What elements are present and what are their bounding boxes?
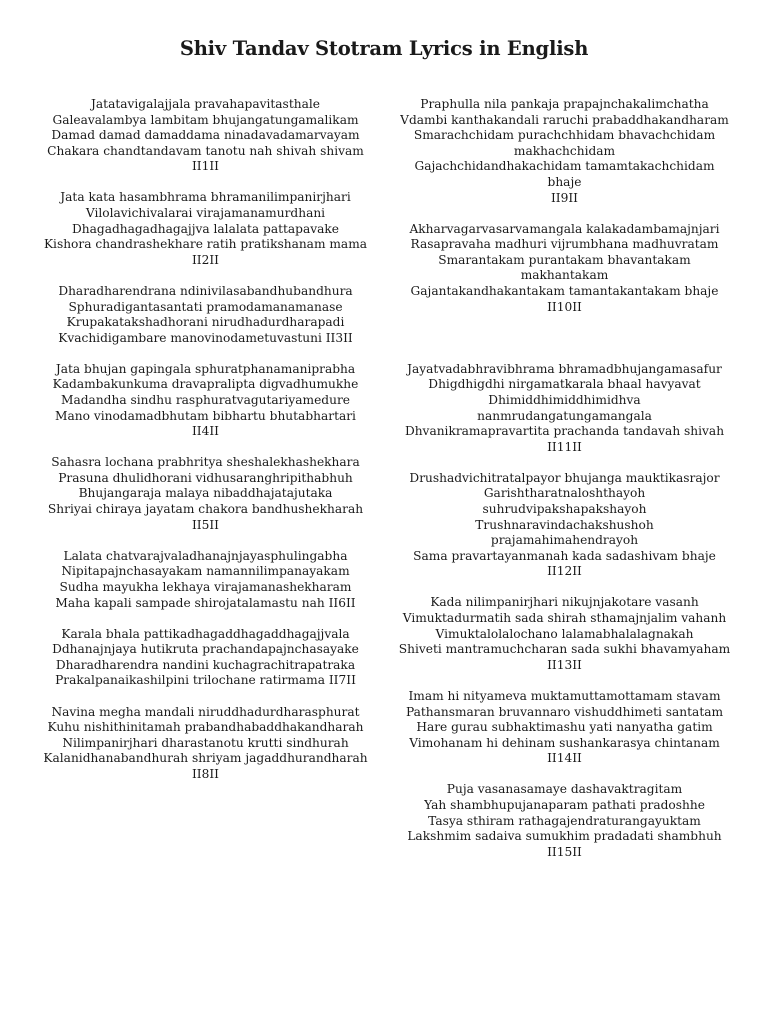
page-title: Shiv Tandav Stotram Lyrics in English [179, 37, 589, 60]
verse-line: Sudha mayukha lekhaya virajamanashekharam [59, 579, 352, 594]
verse-line: Vimohanam hi dehinam sushankarasya chintanam [409, 735, 720, 750]
verse-line: Imam hi nityameva muktamuttamottamam stavam [408, 688, 721, 703]
verse-line: Dhimiddhimiddhimidhva [488, 392, 641, 407]
verse-line: Dharadharendra nandini kuchagrachitrapatraka [55, 657, 356, 672]
verse-line: Akharvagarvasarvamangala kalakadambamajnjari [409, 221, 720, 236]
verse-line: Yah shambhupujanaparam pathati pradoshhe [424, 797, 705, 812]
verse-line: Dhagadhagadhagajjva lalalata pattapavake [72, 221, 339, 236]
verse-line: Prasuna dhulidhorani vidhusaranghripithabhuh [58, 470, 353, 485]
verse [398, 689, 731, 767]
verse-line: Nilimpanirjhari dharastanotu krutti sindhurah [62, 735, 349, 750]
verse-line: bhaje [547, 174, 582, 189]
verse-line: II2II [191, 252, 219, 267]
verse-line: suhrudvipakshapakshayoh [482, 501, 647, 516]
verse-line: Krupakatakshadhorani nirudhadurdharapadi [66, 315, 345, 330]
verse-line: II5II [191, 517, 219, 532]
verse-line: II12II [547, 564, 582, 579]
verse-line: Kvachidigambare manovinodametuvastuni II3II [58, 330, 353, 345]
verse-line: Rasapravaha madhuri vijrumbhana madhuvratam [410, 237, 719, 252]
verse-line: II4II [191, 424, 219, 439]
verse-line: Karala bhala pattikadhagaddhagaddhagajjvala [61, 626, 350, 641]
verse-line: Shriyai chiraya jayatam chakora bandhushekharah [47, 502, 364, 517]
verse-line: Dhigdhigdhi nirgamatkarala bhaal havyavat [428, 377, 701, 392]
verse-line: II15II [547, 844, 582, 859]
verse [22, 97, 389, 175]
verse-line: Garishtharatnaloshthayoh [483, 486, 646, 501]
verse [398, 595, 731, 673]
verse-line: II9II [550, 190, 578, 205]
verse-line: Dharadharendrana ndinivilasabandhubandhura [58, 283, 353, 298]
verse-line: makhachchidam [513, 143, 616, 158]
verse-line: Sphuradigantasantati pramodamanamanase [68, 299, 343, 314]
verse-line: II8II [191, 766, 219, 781]
verse-line: Jata kata hasambhrama bhramanilimpanirjhari [60, 190, 351, 205]
verse-line: Sama pravartayanmanah kada sadashivam bhaje [413, 548, 716, 563]
verse [398, 362, 731, 456]
verse-line: Galeavalambya lambitam bhujangatungamalikam [52, 112, 359, 127]
left-column [22, 97, 389, 782]
verse-line: Vimuktalolalochano lalamabhalalagnakah [435, 626, 694, 641]
verse-line: Puja vasanasamaye dashavaktragitam [446, 782, 683, 797]
verse-line: Vdambi kanthakandali raruchi prabaddhakandharam [400, 112, 729, 127]
verse-line: Nipitapajnchasayakam namannilimpanayakam [61, 564, 350, 579]
verse-line: Tasya sthiram rathagajendraturangayuktam [428, 813, 701, 828]
verse-line: II14II [547, 751, 582, 766]
verse [398, 97, 731, 206]
verse [22, 627, 389, 689]
verse [22, 284, 389, 346]
verse-line: Damad damad damaddama ninadavadamarvayam [51, 128, 360, 143]
verse [398, 782, 731, 860]
verse-line: Dhvanikramapravartita prachanda tandavah shivah [404, 424, 725, 439]
verse-line: Madandha sindhu rasphuratvagutariyamedure [61, 393, 350, 407]
verse-line: Bhujangaraja malaya nibaddhajatajutaka [78, 486, 333, 501]
verse-line: nanmrudangatungamangala [477, 408, 652, 423]
verse-line: Vilolavichivalarai virajamanamurdhani [85, 206, 326, 221]
right-column [398, 97, 731, 860]
verse-line: II13II [547, 657, 582, 672]
verse-line: Ddhanajnjaya hutikruta prachandapajnchasayake [52, 642, 359, 657]
verse-line: Drushadvichitratalpayor bhujanga mauktikasrajor [409, 470, 720, 485]
verse-line: Navina megha mandali niruddhadurdharasphurat [51, 704, 360, 719]
verse-line: prajamahimahendrayoh [490, 533, 639, 548]
verse-line: Praphulla nila pankaja prapajnchakalimchatha [420, 97, 709, 111]
verse [22, 455, 389, 533]
verse-line: II10II [547, 299, 582, 314]
verse-line: II11II [547, 439, 582, 454]
verse-line: Mano vinodamadbhutam bibhartu bhutabhartari [55, 408, 356, 423]
verse-line: II1II [191, 159, 219, 174]
verse-line: Jayatvadabhravibhrama bhramadbhujangamasafur [407, 361, 722, 376]
verse-line: Trushnaravindachakshushoh [475, 517, 654, 532]
verse-line: Kalanidhanabandhurah shriyam jagaddhurandharah [43, 751, 368, 766]
verse-line: Maha kapali sampade shirojatalamastu nah II6II [55, 595, 356, 610]
verse-line: Pathansmaran bruvannaro vishuddhimeti santatam [405, 704, 724, 719]
verse-line: Chakara chandtandavam tanotu nah shivah shivam [47, 143, 364, 158]
verse [22, 549, 389, 611]
verse [22, 362, 389, 440]
verse-line: Lalata chatvarajvaladhanajnjayasphulingabha [63, 548, 348, 563]
verse-line: Vimuktadurmatih sada shirah sthamajnjalim vahanh [402, 611, 727, 626]
verse-line: Jatatavigalajjala pravahapavitasthale [91, 97, 320, 111]
verse-line: Prakalpanaikashilpini trilochane ratirmama II7II [55, 673, 356, 688]
verse-line: Kada nilimpanirjhari nikujnjakotare vasanh [430, 595, 699, 610]
verse [398, 222, 731, 316]
verse-line: Gajachchidandhakachidam tamamtakachchidam [414, 159, 715, 174]
verse-line: Kuhu nishithinitamah prabandhabaddhakandharah [47, 720, 364, 735]
verse-line: Smarantakam purantakam bhavantakam [438, 252, 691, 267]
verse-line: Kishora chandrashekhare ratih pratikshanam mama [43, 237, 368, 252]
verse-line: Gajantakandhakantakam tamantakantakam bhaje [410, 284, 719, 299]
verse-line: Sahasra lochana prabhritya sheshalekhashekhara [51, 455, 360, 470]
verse-line: Jata bhujan gapingala sphuratphanamaniprabha [55, 361, 356, 376]
verse-line: Shiveti mantramuchcharan sada sukhi bhavamyaham [398, 642, 731, 657]
verse-line: Kadambakunkuma dravapralipta digvadhumukhe [52, 377, 359, 392]
verse-line: Lakshmim sadaiva sumukhim pradadati shambhuh [407, 829, 722, 844]
verse [22, 705, 389, 783]
verse-line: Hare gurau subhaktimashu yati nanyatha gatim [416, 720, 713, 735]
verse-line: makhantakam [520, 268, 609, 283]
verse [22, 190, 389, 268]
verse [398, 471, 731, 580]
verse-line: Smarachchidam purachchhidam bhavachchidam [413, 128, 716, 143]
